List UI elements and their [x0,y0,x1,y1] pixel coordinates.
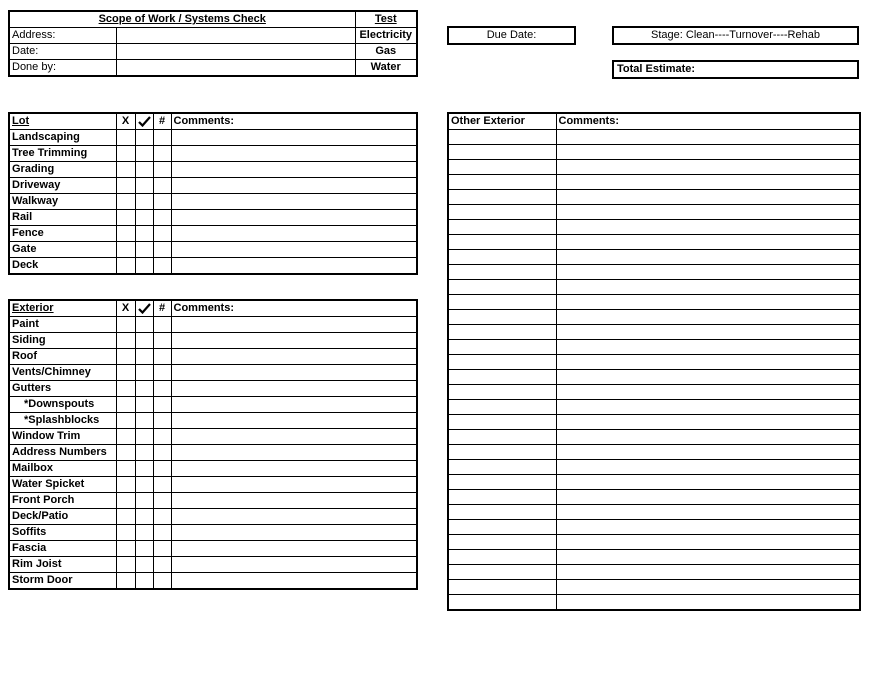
other-exterior-comment-cell[interactable] [556,400,860,415]
table-row [9,162,417,178]
exterior-item-label: Vents/Chimney [9,365,116,381]
lot-comment-cell[interactable] [171,178,417,194]
exterior-count-cell[interactable] [153,541,171,557]
other-exterior-comment-cell[interactable] [556,280,860,295]
lot-count-cell[interactable] [153,162,171,178]
other-exterior-comment-cell[interactable] [556,550,860,565]
other-exterior-comment-cell[interactable] [556,580,860,595]
other-exterior-item-cell[interactable] [448,160,556,175]
lot-x-cell[interactable] [116,210,135,226]
table-row [448,430,860,445]
other-exterior-item-cell[interactable] [448,595,556,610]
table-row [9,509,417,525]
other-exterior-comment-cell[interactable] [556,415,860,430]
exterior-count-cell[interactable] [153,381,171,397]
table-row [448,265,860,280]
exterior-col-x: X [116,300,135,317]
exterior-check-cell[interactable] [135,349,153,365]
exterior-check-cell[interactable] [135,333,153,349]
lot-count-cell[interactable] [153,226,171,242]
table-row [448,175,860,190]
table-row [448,505,860,520]
table-row [9,381,417,397]
table-row [448,145,860,160]
other-exterior-comment-cell[interactable] [556,490,860,505]
table-row [9,146,417,162]
table-row [448,325,860,340]
exterior-x-cell[interactable] [116,349,135,365]
exterior-comment-cell[interactable] [171,381,417,397]
lot-x-cell[interactable] [116,258,135,275]
exterior-comment-cell[interactable] [171,365,417,381]
table-row [9,477,417,493]
exterior-check-cell[interactable] [135,525,153,541]
exterior-check-cell[interactable] [135,381,153,397]
other-exterior-comment-cell[interactable] [556,295,860,310]
exterior-count-cell[interactable] [153,349,171,365]
exterior-table [8,299,418,590]
lot-x-cell[interactable] [116,226,135,242]
other-exterior-comment-cell[interactable] [556,385,860,400]
exterior-item-label: Deck/Patio [9,509,116,525]
exterior-x-cell[interactable] [116,509,135,525]
exterior-x-cell[interactable] [116,365,135,381]
exterior-check-cell[interactable] [135,413,153,429]
other-exterior-item-cell[interactable] [448,445,556,460]
exterior-item-label: Address Numbers [9,445,116,461]
exterior-count-cell[interactable] [153,317,171,333]
table-row [448,565,860,580]
lot-check-cell[interactable] [135,146,153,162]
table-row [9,242,417,258]
exterior-x-cell[interactable] [116,429,135,445]
table-row [9,429,417,445]
exterior-x-cell[interactable] [116,381,135,397]
lot-count-cell[interactable] [153,130,171,146]
table-row [448,400,860,415]
lot-comments-heading: Comments: [171,113,417,130]
exterior-x-cell[interactable] [116,573,135,590]
exterior-count-cell[interactable] [153,397,171,413]
table-row [448,475,860,490]
lot-check-cell[interactable] [135,130,153,146]
table-row [448,340,860,355]
other-exterior-comment-cell[interactable] [556,220,860,235]
lot-x-cell[interactable] [116,146,135,162]
other-exterior-comment-cell[interactable] [556,475,860,490]
table-row [9,541,417,557]
exterior-item-label: Window Trim [9,429,116,445]
exterior-check-cell[interactable] [135,493,153,509]
due-date-label: Due Date: [486,29,537,41]
exterior-comment-cell[interactable] [171,429,417,445]
exterior-x-cell[interactable] [116,445,135,461]
other-exterior-comment-cell[interactable] [556,250,860,265]
lot-check-cell[interactable] [135,178,153,194]
table-row [448,130,860,145]
exterior-comment-cell[interactable] [171,493,417,509]
exterior-check-cell[interactable] [135,365,153,381]
exterior-count-cell[interactable] [153,477,171,493]
test-heading: Test [355,11,417,28]
other-exterior-item-cell[interactable] [448,250,556,265]
table-row [448,445,860,460]
exterior-item-label: Front Porch [9,493,116,509]
table-row [448,415,860,430]
lot-x-cell[interactable] [116,162,135,178]
table-row [9,557,417,573]
other-exterior-item-cell[interactable] [448,580,556,595]
exterior-check-cell[interactable] [135,541,153,557]
other-exterior-item-cell[interactable] [448,490,556,505]
other-exterior-comment-cell[interactable] [556,340,860,355]
exterior-item-label: Soffits [9,525,116,541]
lot-count-cell[interactable] [153,194,171,210]
other-exterior-comment-cell[interactable] [556,235,860,250]
other-exterior-comment-cell[interactable] [556,565,860,580]
exterior-check-cell[interactable] [135,317,153,333]
other-exterior-item-cell[interactable] [448,415,556,430]
lot-col-x: X [116,113,135,130]
exterior-check-cell[interactable] [135,397,153,413]
other-exterior-item-cell[interactable] [448,220,556,235]
exterior-check-cell[interactable] [135,557,153,573]
table-row [9,573,417,590]
exterior-check-cell[interactable] [135,573,153,590]
lot-count-cell[interactable] [153,178,171,194]
table-row [9,178,417,194]
exterior-comment-cell[interactable] [171,525,417,541]
other-exterior-comment-cell[interactable] [556,595,860,610]
table-row [448,190,860,205]
lot-count-cell[interactable] [153,210,171,226]
exterior-item-label: Siding [9,333,116,349]
other-exterior-item-cell[interactable] [448,340,556,355]
lot-count-cell[interactable] [153,258,171,275]
lot-comment-cell[interactable] [171,210,417,226]
date-label: Date: [9,44,116,60]
done-by-field[interactable] [116,60,355,77]
lot-comment-cell[interactable] [171,242,417,258]
lot-item-label: Driveway [9,178,116,194]
exterior-x-cell[interactable] [116,525,135,541]
table-row [9,349,417,365]
exterior-comment-cell[interactable] [171,349,417,365]
exterior-comment-cell[interactable] [171,541,417,557]
table-row [448,385,860,400]
exterior-comment-cell[interactable] [171,333,417,349]
lot-x-cell[interactable] [116,194,135,210]
lot-comment-cell[interactable] [171,226,417,242]
exterior-item-label: Gutters [9,381,116,397]
exterior-item-label: Roof [9,349,116,365]
table-row [448,595,860,610]
other-exterior-item-cell[interactable] [448,145,556,160]
exterior-comment-cell[interactable] [171,413,417,429]
other-exterior-comment-cell[interactable] [556,520,860,535]
table-row [448,370,860,385]
table-row [9,258,417,275]
exterior-check-cell[interactable] [135,429,153,445]
other-exterior-item-cell[interactable] [448,310,556,325]
table-row [448,280,860,295]
exterior-check-cell[interactable] [135,477,153,493]
exterior-x-cell[interactable] [116,461,135,477]
exterior-comment-cell[interactable] [171,397,417,413]
done-by-label: Done by: [9,60,116,77]
table-row [448,235,860,250]
stage-label: Stage: Clean----Turnover----Rehab [651,29,820,41]
exterior-x-cell[interactable] [116,557,135,573]
lot-count-cell[interactable] [153,242,171,258]
lot-x-cell[interactable] [116,242,135,258]
table-row [9,210,417,226]
other-exterior-item-cell[interactable] [448,280,556,295]
other-exterior-comment-cell[interactable] [556,535,860,550]
other-exterior-comment-cell[interactable] [556,160,860,175]
lot-check-cell[interactable] [135,258,153,275]
lot-item-label: Rail [9,210,116,226]
date-field[interactable] [116,44,355,60]
table-row [448,310,860,325]
exterior-item-label: Mailbox [9,461,116,477]
other-exterior-item-cell[interactable] [448,175,556,190]
other-exterior-item-cell[interactable] [448,370,556,385]
lot-x-cell[interactable] [116,130,135,146]
other-exterior-item-cell[interactable] [448,565,556,580]
other-exterior-item-cell[interactable] [448,535,556,550]
lot-item-label: Tree Trimming [9,146,116,162]
exterior-comment-cell[interactable] [171,445,417,461]
lot-comment-cell[interactable] [171,194,417,210]
other-exterior-item-cell[interactable] [448,385,556,400]
exterior-count-cell[interactable] [153,461,171,477]
exterior-check-cell[interactable] [135,509,153,525]
other-exterior-item-cell[interactable] [448,190,556,205]
lot-comment-cell[interactable] [171,258,417,275]
other-exterior-item-cell[interactable] [448,205,556,220]
lot-col-hash: # [153,113,171,130]
lot-x-cell[interactable] [116,178,135,194]
address-label: Address: [9,28,116,44]
other-exterior-comment-cell[interactable] [556,310,860,325]
lot-table [8,112,418,275]
exterior-x-cell[interactable] [116,333,135,349]
other-exterior-comment-cell[interactable] [556,505,860,520]
lot-item-label: Fence [9,226,116,242]
lot-check-cell[interactable] [135,210,153,226]
other-exterior-item-cell[interactable] [448,505,556,520]
other-exterior-comment-cell[interactable] [556,190,860,205]
table-row [9,413,417,429]
exterior-item-label: Rim Joist [9,557,116,573]
lot-comment-cell[interactable] [171,146,417,162]
exterior-comment-cell[interactable] [171,477,417,493]
total-estimate-label: Total Estimate: [617,63,696,75]
exterior-item-label: Fascia [9,541,116,557]
other-exterior-comment-cell[interactable] [556,145,860,160]
lot-item-label: Gate [9,242,116,258]
table-row [9,397,417,413]
total-estimate-box[interactable] [612,60,859,79]
exterior-count-cell[interactable] [153,445,171,461]
lot-comment-cell[interactable] [171,130,417,146]
checkmark-icon [135,113,153,130]
test-water: Water [355,60,417,77]
exterior-x-cell[interactable] [116,493,135,509]
exterior-heading: Exterior [9,300,116,317]
address-field[interactable] [116,28,355,44]
other-exterior-comments-heading: Comments: [556,113,860,130]
other-exterior-item-cell[interactable] [448,265,556,280]
lot-comment-cell[interactable] [171,162,417,178]
other-exterior-item-cell[interactable] [448,235,556,250]
table-row [448,535,860,550]
table-row [9,525,417,541]
exterior-x-cell[interactable] [116,477,135,493]
lot-check-cell[interactable] [135,194,153,210]
other-exterior-item-cell[interactable] [448,295,556,310]
exterior-count-cell[interactable] [153,413,171,429]
table-row [448,460,860,475]
checkmark-icon [135,300,153,317]
lot-item-label: Landscaping [9,130,116,146]
exterior-count-cell[interactable] [153,365,171,381]
lot-check-cell[interactable] [135,162,153,178]
other-exterior-table [447,112,861,611]
exterior-count-cell[interactable] [153,333,171,349]
other-exterior-comment-cell[interactable] [556,175,860,190]
lot-item-label: Grading [9,162,116,178]
lot-check-cell[interactable] [135,226,153,242]
table-row [9,445,417,461]
other-exterior-comment-cell[interactable] [556,460,860,475]
exterior-count-cell[interactable] [153,429,171,445]
other-exterior-item-cell[interactable] [448,475,556,490]
exterior-x-cell[interactable] [116,397,135,413]
exterior-col-hash: # [153,300,171,317]
table-row [448,490,860,505]
other-exterior-item-cell[interactable] [448,430,556,445]
lot-count-cell[interactable] [153,146,171,162]
other-exterior-heading: Other Exterior [448,113,556,130]
exterior-count-cell[interactable] [153,493,171,509]
table-row [448,160,860,175]
other-exterior-item-cell[interactable] [448,520,556,535]
table-row [448,205,860,220]
other-exterior-item-cell[interactable] [448,460,556,475]
due-date-box[interactable] [447,26,576,45]
table-row [448,520,860,535]
form-title: Scope of Work / Systems Check [9,11,355,28]
exterior-x-cell[interactable] [116,317,135,333]
exterior-count-cell[interactable] [153,509,171,525]
table-row [9,493,417,509]
table-row [9,130,417,146]
exterior-comment-cell[interactable] [171,461,417,477]
other-exterior-item-cell[interactable] [448,325,556,340]
exterior-count-cell[interactable] [153,525,171,541]
header-table [8,10,418,77]
exterior-x-cell[interactable] [116,413,135,429]
table-row [9,317,417,333]
lot-heading: Lot [9,113,116,130]
exterior-count-cell[interactable] [153,557,171,573]
exterior-comment-cell[interactable] [171,317,417,333]
other-exterior-comment-cell[interactable] [556,130,860,145]
table-row [448,355,860,370]
exterior-item-label: Water Spicket [9,477,116,493]
other-exterior-comment-cell[interactable] [556,355,860,370]
exterior-comments-heading: Comments: [171,300,417,317]
exterior-x-cell[interactable] [116,541,135,557]
table-row [9,461,417,477]
exterior-item-label: Storm Door [9,573,116,590]
lot-item-label: Deck [9,258,116,275]
exterior-comment-cell[interactable] [171,557,417,573]
other-exterior-item-cell[interactable] [448,550,556,565]
exterior-item-label: Paint [9,317,116,333]
table-row [448,250,860,265]
lot-check-cell[interactable] [135,242,153,258]
table-row [9,365,417,381]
exterior-check-cell[interactable] [135,461,153,477]
other-exterior-comment-cell[interactable] [556,325,860,340]
table-row [448,550,860,565]
other-exterior-item-cell[interactable] [448,130,556,145]
test-electricity: Electricity [355,28,417,44]
other-exterior-item-cell[interactable] [448,355,556,370]
other-exterior-comment-cell[interactable] [556,205,860,220]
table-row [9,194,417,210]
test-gas: Gas [355,44,417,60]
table-row [9,333,417,349]
other-exterior-comment-cell[interactable] [556,430,860,445]
exterior-check-cell[interactable] [135,445,153,461]
exterior-item-label: *Splashblocks [9,413,116,429]
table-row [448,580,860,595]
exterior-comment-cell[interactable] [171,509,417,525]
table-row [448,295,860,310]
lot-item-label: Walkway [9,194,116,210]
exterior-item-label: *Downspouts [9,397,116,413]
table-row [9,226,417,242]
stage-box[interactable] [612,26,859,45]
exterior-count-cell[interactable] [153,573,171,590]
other-exterior-comment-cell[interactable] [556,370,860,385]
other-exterior-item-cell[interactable] [448,400,556,415]
table-row [448,220,860,235]
exterior-comment-cell[interactable] [171,573,417,590]
other-exterior-comment-cell[interactable] [556,265,860,280]
other-exterior-comment-cell[interactable] [556,445,860,460]
